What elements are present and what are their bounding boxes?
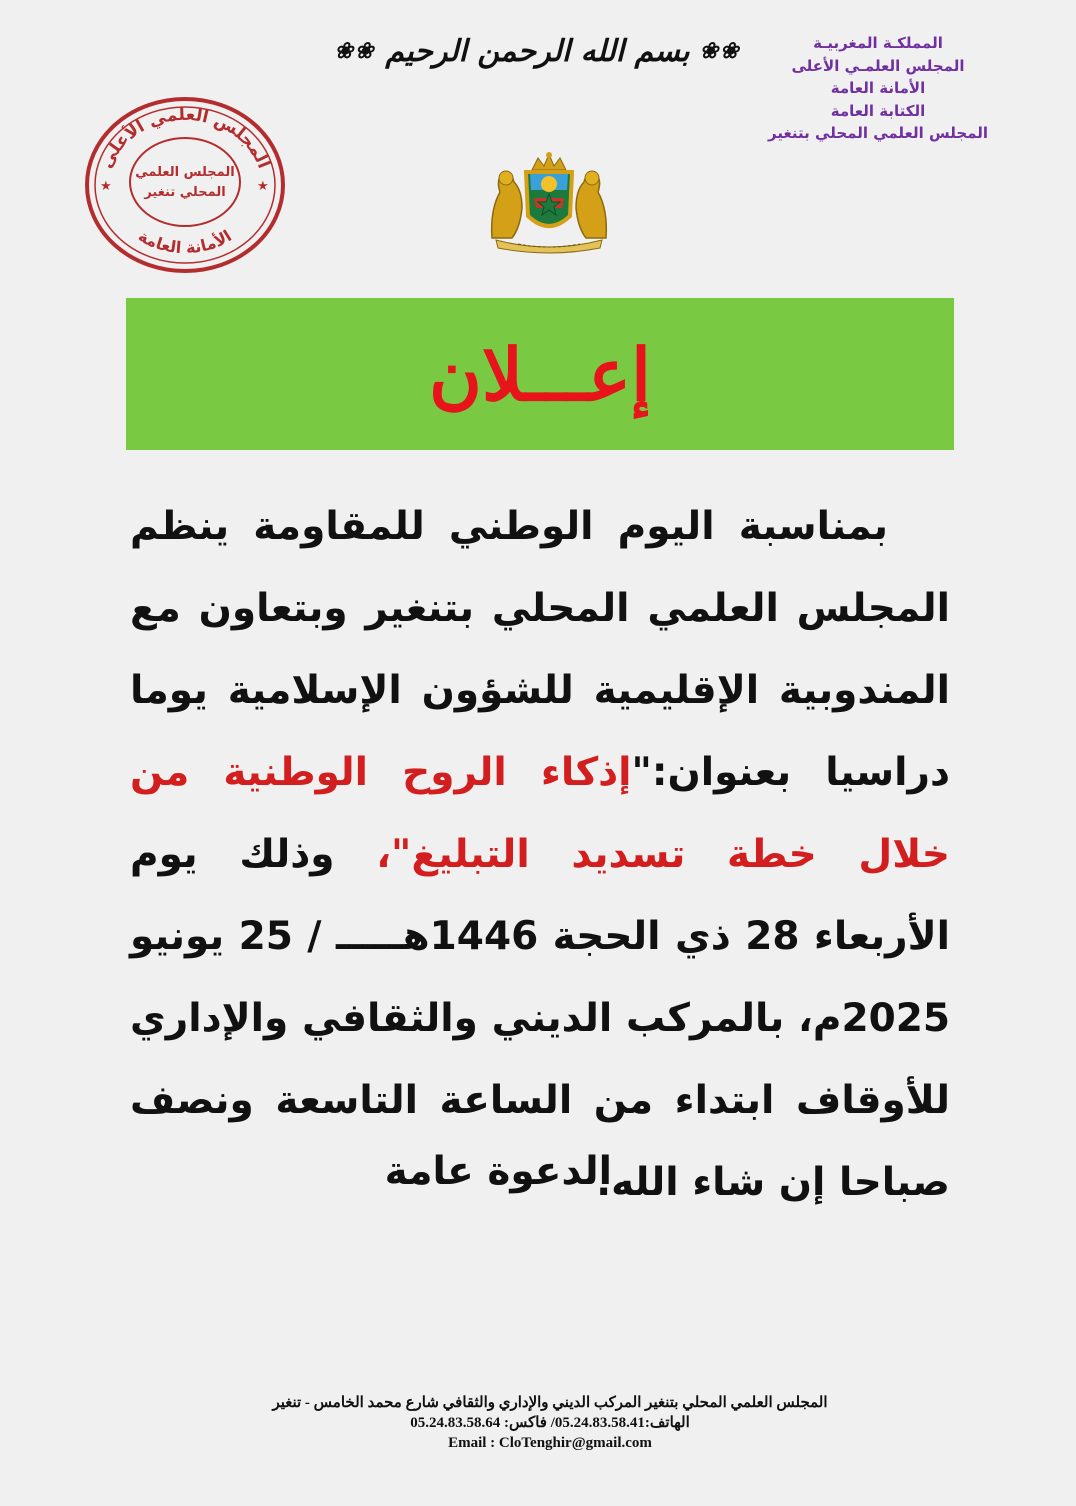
stamp-inner-line2: المحلي تنغير <box>144 185 226 200</box>
body-text-details: وذلك يوم الأربعاء 28 ذي الحجة 1446هـــــ / 25 يونيو 2025م، بالمركب الديني والثقافي والإداري للأوقاف ابتداء من الساعة التاسعة ونصف صباحا إن شاء الله. <box>130 832 951 1205</box>
stamp-outer-text: المجلس العلمي الأعلى <box>96 104 274 172</box>
stamp-star-icon: ★ <box>257 179 269 194</box>
basmala-text: بسم الله الرحمن الرحيم <box>385 33 690 69</box>
header-line-local-council: المجلس العلمي المحلي بتنغير <box>768 124 988 142</box>
stamp-bottom-text: الأمانة العامة <box>135 226 235 258</box>
footer-address: المجلس العلمي المحلي بتنغير المركب الديني والإداري والثقافي شارع محمد الخامس - تنغير <box>272 1395 828 1411</box>
stamp-inner-line1: المجلس العلمي <box>135 165 235 180</box>
header-line-general-secretariat: الأمانة العامة <box>830 79 926 97</box>
footer-email[interactable]: Email : CloTenghir@gmail.com <box>448 1435 652 1451</box>
stamp-star-icon: ★ <box>100 179 112 194</box>
institution-header <box>748 32 1008 145</box>
event-title-highlight: إذكاء الروح الوطنية من خلال خطة تسديد التبليغ"، <box>130 750 950 877</box>
announcement-body <box>130 486 950 1224</box>
svg-text:الأمانة العامة <box>135 226 235 257</box>
header-line-supreme-council: المجلس العلمـي الأعلى <box>791 56 965 75</box>
announcement-banner <box>126 298 954 450</box>
footer-contact <box>200 1393 900 1453</box>
basmala-calligraphy: ❀❀ بسم الله الرحمن الرحيم ❀❀ <box>334 33 741 69</box>
announcement-title: إعـــلان <box>428 331 652 417</box>
header-line-general-office: الكتابة العامة <box>830 101 926 120</box>
public-invitation: الدعوة عامة <box>384 1149 612 1194</box>
coat-of-arms-emblem <box>482 150 616 254</box>
header-line-kingdom: المملكـة المغربيـة <box>813 34 943 52</box>
footer-phone-fax: الهاتف:05.24.83.58.41/ فاكس: 05.24.83.58.64 <box>410 1415 690 1431</box>
official-stamp <box>80 90 290 275</box>
body-text-intro: بمناسبة اليوم الوطني للمقاومة ينظم المجلس العلمي المحلي بتنغير وبتعاون مع المندوبية الإقليمية للشؤون الإسلامية يوما دراسيا بعنوان:" <box>130 504 950 795</box>
